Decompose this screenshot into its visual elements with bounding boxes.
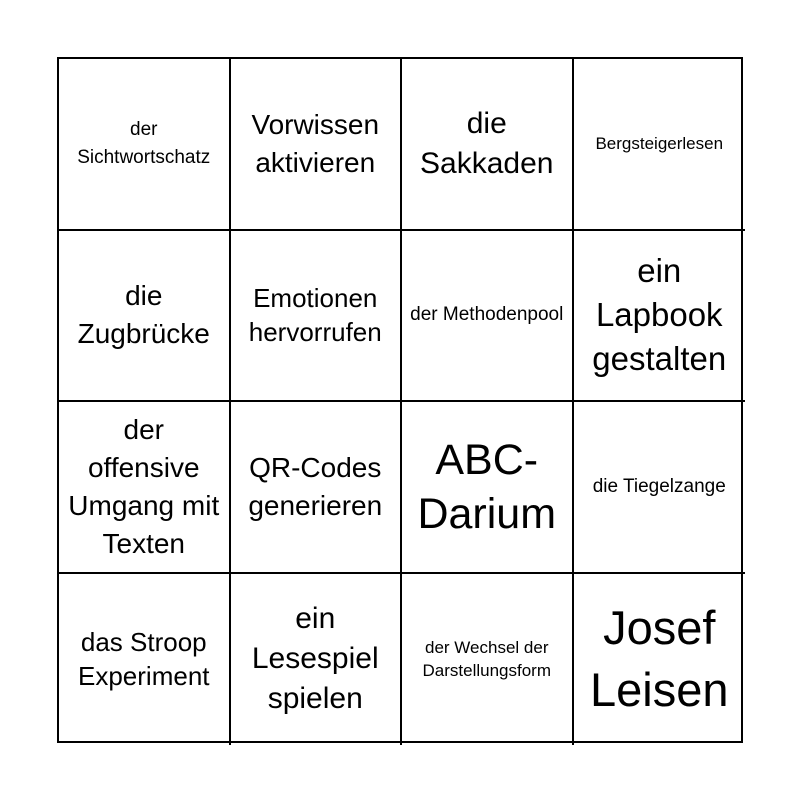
cell-text: die Tiegelzange bbox=[592, 475, 726, 497]
cell-text: der offensive Umgang mit Texten bbox=[68, 413, 220, 559]
bingo-cell-r1c2[interactable] bbox=[231, 59, 403, 231]
cell-text: die Zugbrücke bbox=[77, 280, 210, 350]
cell-text: Bergsteigerlesen bbox=[595, 134, 724, 154]
cell-text: Emotionen hervorrufen bbox=[248, 283, 382, 348]
cell-text: Josef Leisen bbox=[590, 601, 729, 717]
bingo-cell-r3c2[interactable] bbox=[231, 402, 403, 574]
bingo-cell-r4c1[interactable] bbox=[59, 574, 231, 746]
bingo-cell-r2c1[interactable] bbox=[59, 231, 231, 403]
cell-text: der Wechsel der Darstellungsform bbox=[422, 638, 551, 681]
cell-text: der Sichtwortschatz bbox=[77, 118, 211, 168]
cell-text: ABC-Darium bbox=[417, 435, 557, 538]
bingo-cell-r3c3[interactable] bbox=[402, 402, 574, 574]
cell-text: Vorwissen aktivieren bbox=[251, 108, 380, 178]
bingo-cell-r4c4[interactable] bbox=[574, 574, 746, 746]
bingo-cell-r2c4[interactable] bbox=[574, 231, 746, 403]
cell-text: ein Lesespiel spielen bbox=[251, 602, 379, 716]
cell-text: die Sakkaden bbox=[420, 106, 554, 180]
bingo-cell-r1c1[interactable] bbox=[59, 59, 231, 231]
cell-text: der Methodenpool bbox=[410, 304, 564, 326]
bingo-cell-r1c4[interactable] bbox=[574, 59, 746, 231]
bingo-cell-r3c1[interactable] bbox=[59, 402, 231, 574]
cell-text: QR-Codes generieren bbox=[248, 451, 383, 521]
cell-text: das Stroop Experiment bbox=[78, 627, 210, 692]
bingo-card bbox=[57, 57, 743, 743]
bingo-cell-r1c3[interactable] bbox=[402, 59, 574, 231]
bingo-cell-r3c4[interactable] bbox=[574, 402, 746, 574]
bingo-cell-r4c3[interactable] bbox=[402, 574, 574, 746]
bingo-cell-r2c3[interactable] bbox=[402, 231, 574, 403]
bingo-cell-r4c2[interactable] bbox=[231, 574, 403, 746]
bingo-cell-r2c2[interactable] bbox=[231, 231, 403, 403]
cell-text: ein Lapbook gestalten bbox=[592, 252, 727, 378]
